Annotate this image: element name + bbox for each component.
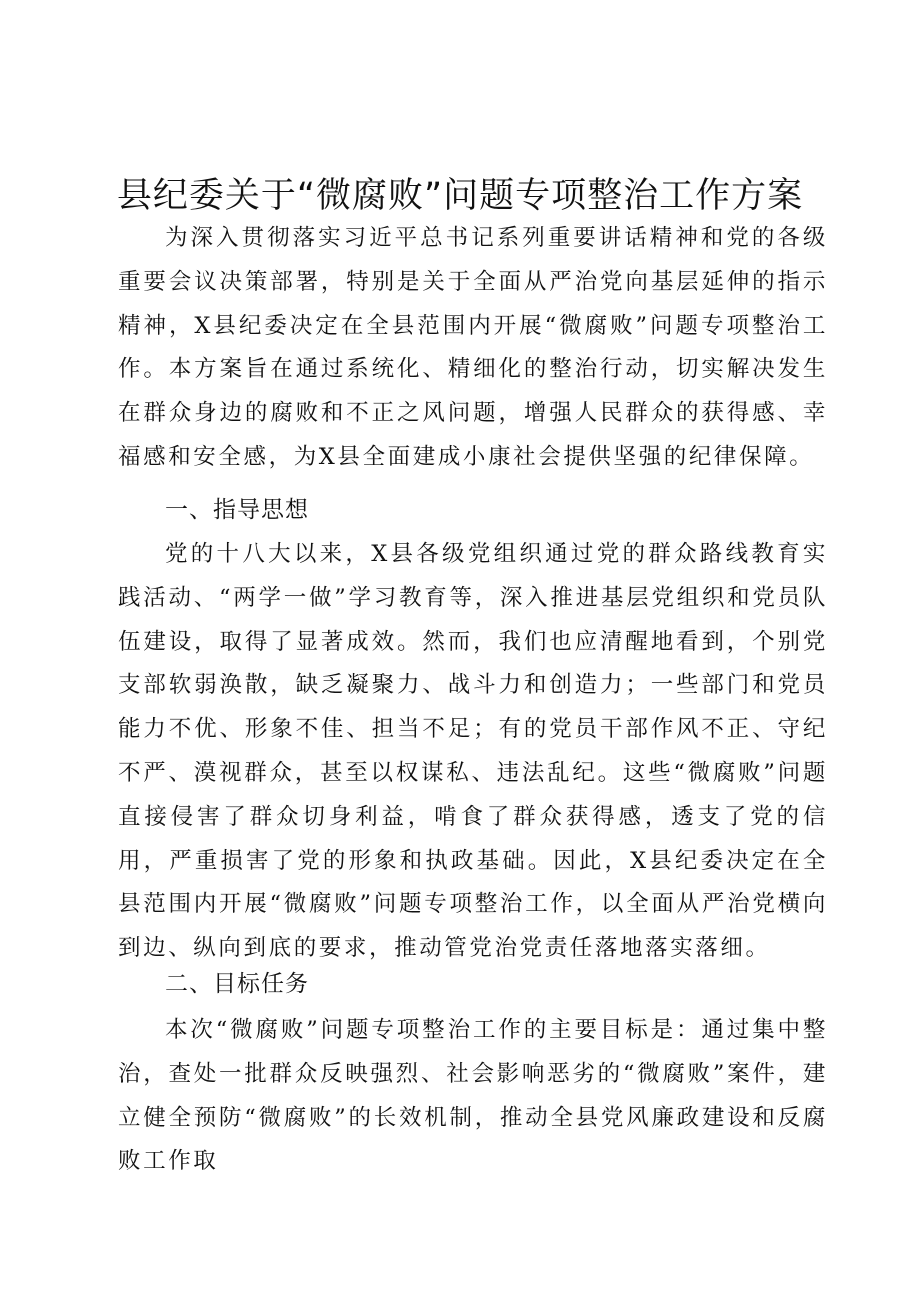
- document-title: 县纪委关于“微腐败”问题专项整治工作方案: [116, 176, 804, 216]
- section-body-guiding-ideology: 党的十八大以来，X县各级党组织通过党的群众路线教育实践活动、“两学一做”学习教育等，深入推进基层党组织和党员队伍建设，取得了显著成效。然而，我们也应清醒地看到，个别党支部软弱涣散，缺乏凝聚力、战斗力和创造力；一些部门和党员能力不优、形象不佳、担当不足；有的党员干部作风不正、守纪不严、漠视群众，甚至以权谋私、违法乱纪。这些“微腐败”问题直接侵害了群众切身利益，啃食了群众获得感，透支了党的信用，严重损害了党的形象和执政基础。因此，X县纪委决定在全县范围内开展“微腐败”问题专项整治工作，以全面从严治党横向到边、纵向到底的要求，推动管党治党责任落地落实落细。: [118, 541, 828, 962]
- section-heading-guiding-ideology: 一、指导思想: [165, 497, 309, 523]
- section-body-objectives: 本次“微腐败”问题专项整治工作的主要目标是：通过集中整治，查处一批群众反映强烈、社会影响恶劣的“微腐败”案件，建立健全预防“微腐败”的长效机制，推动全县党风廉政建设和反腐败工作取: [118, 1017, 828, 1175]
- section-heading-objectives: 二、目标任务: [165, 971, 309, 997]
- intro-paragraph: 为深入贯彻落实习近平总书记系列重要讲话精神和党的各级重要会议决策部署，特别是关于全面从严治党向基层延伸的指示精神，X县纪委决定在全县范围内开展“微腐败”问题专项整治工作。本方案旨在通过系统化、精细化的整治行动，切实解决发生在群众身边的腐败和不正之风问题，增强人民群众的获得感、幸福感和安全感，为X县全面建成小康社会提供坚强的纪律保障。: [118, 225, 828, 470]
